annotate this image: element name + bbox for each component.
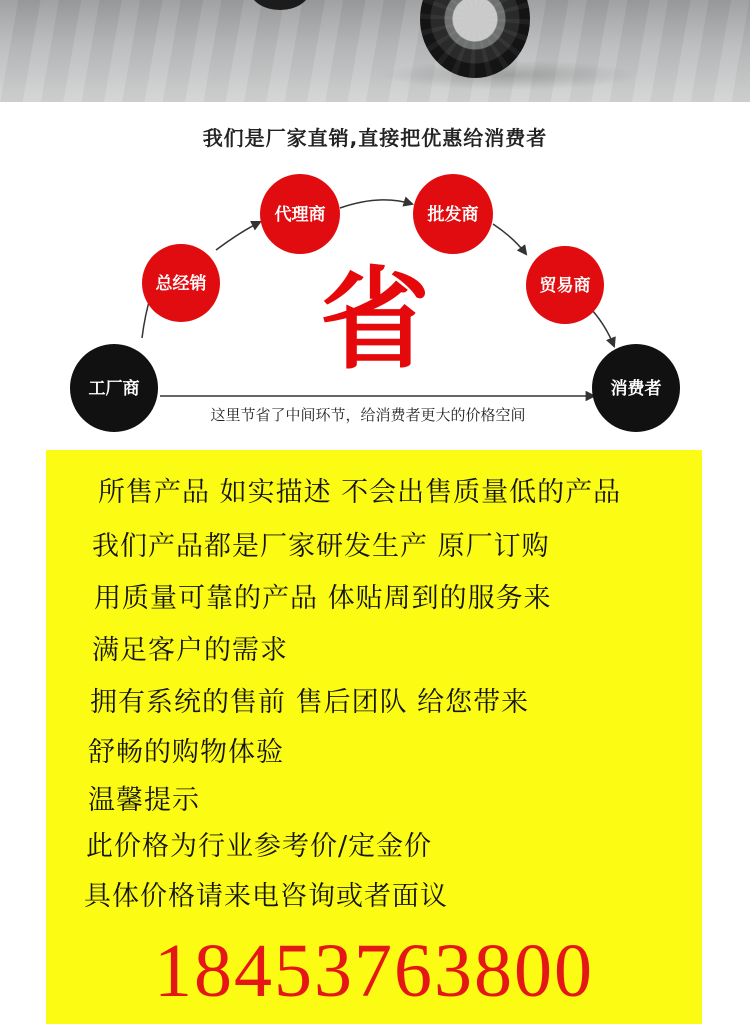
info-line-7: 温馨提示 xyxy=(88,785,200,816)
flow-caption: 这里节省了中间环节，给消费者更大的价格空间 xyxy=(210,406,526,424)
node-factory-label: 工厂商 xyxy=(88,379,140,399)
node-consumer xyxy=(592,344,680,432)
info-line-8: 此价格为行业参考价/定金价 xyxy=(86,831,433,862)
info-line-4: 满足客户的需求 xyxy=(92,635,288,666)
node-wholesaler-label: 批发商 xyxy=(427,205,479,225)
info-line-9: 具体价格请来电咨询或者面议 xyxy=(84,881,448,912)
arrow-4 xyxy=(493,224,526,254)
node-agent-label: 代理商 xyxy=(274,205,326,225)
save-character: 省 xyxy=(320,256,430,384)
arrow-2 xyxy=(216,222,260,250)
node-general-distributor xyxy=(142,244,220,322)
phone-number[interactable]: 18453763800 xyxy=(154,929,594,1013)
floor-texture xyxy=(0,0,750,102)
info-line-6: 舒畅的购物体验 xyxy=(88,737,284,768)
distribution-flow-diagram xyxy=(0,150,750,440)
arrow-5 xyxy=(592,310,614,346)
info-panel xyxy=(46,450,702,1024)
node-trader xyxy=(526,246,604,324)
node-factory xyxy=(70,344,158,432)
node-consumer-label: 消费者 xyxy=(610,379,662,399)
product-photo xyxy=(0,0,750,102)
info-line-5: 拥有系统的售前 售后团队 给您带来 xyxy=(90,687,530,718)
node-general-distributor-label: 总经销 xyxy=(155,274,207,294)
info-line-3: 用质量可靠的产品 体贴周到的服务来 xyxy=(94,583,552,614)
node-wholesaler xyxy=(413,174,493,254)
intro-text: 我们是厂家直销,直接把优惠给消费者 xyxy=(202,126,548,150)
info-line-1: 所售产品 如实描述 不会出售质量低的产品 xyxy=(98,477,622,508)
node-trader-label: 贸易商 xyxy=(539,276,591,296)
node-agent xyxy=(260,174,340,254)
arrow-3 xyxy=(340,200,412,208)
info-line-2: 我们产品都是厂家研发生产 原厂订购 xyxy=(92,531,550,562)
